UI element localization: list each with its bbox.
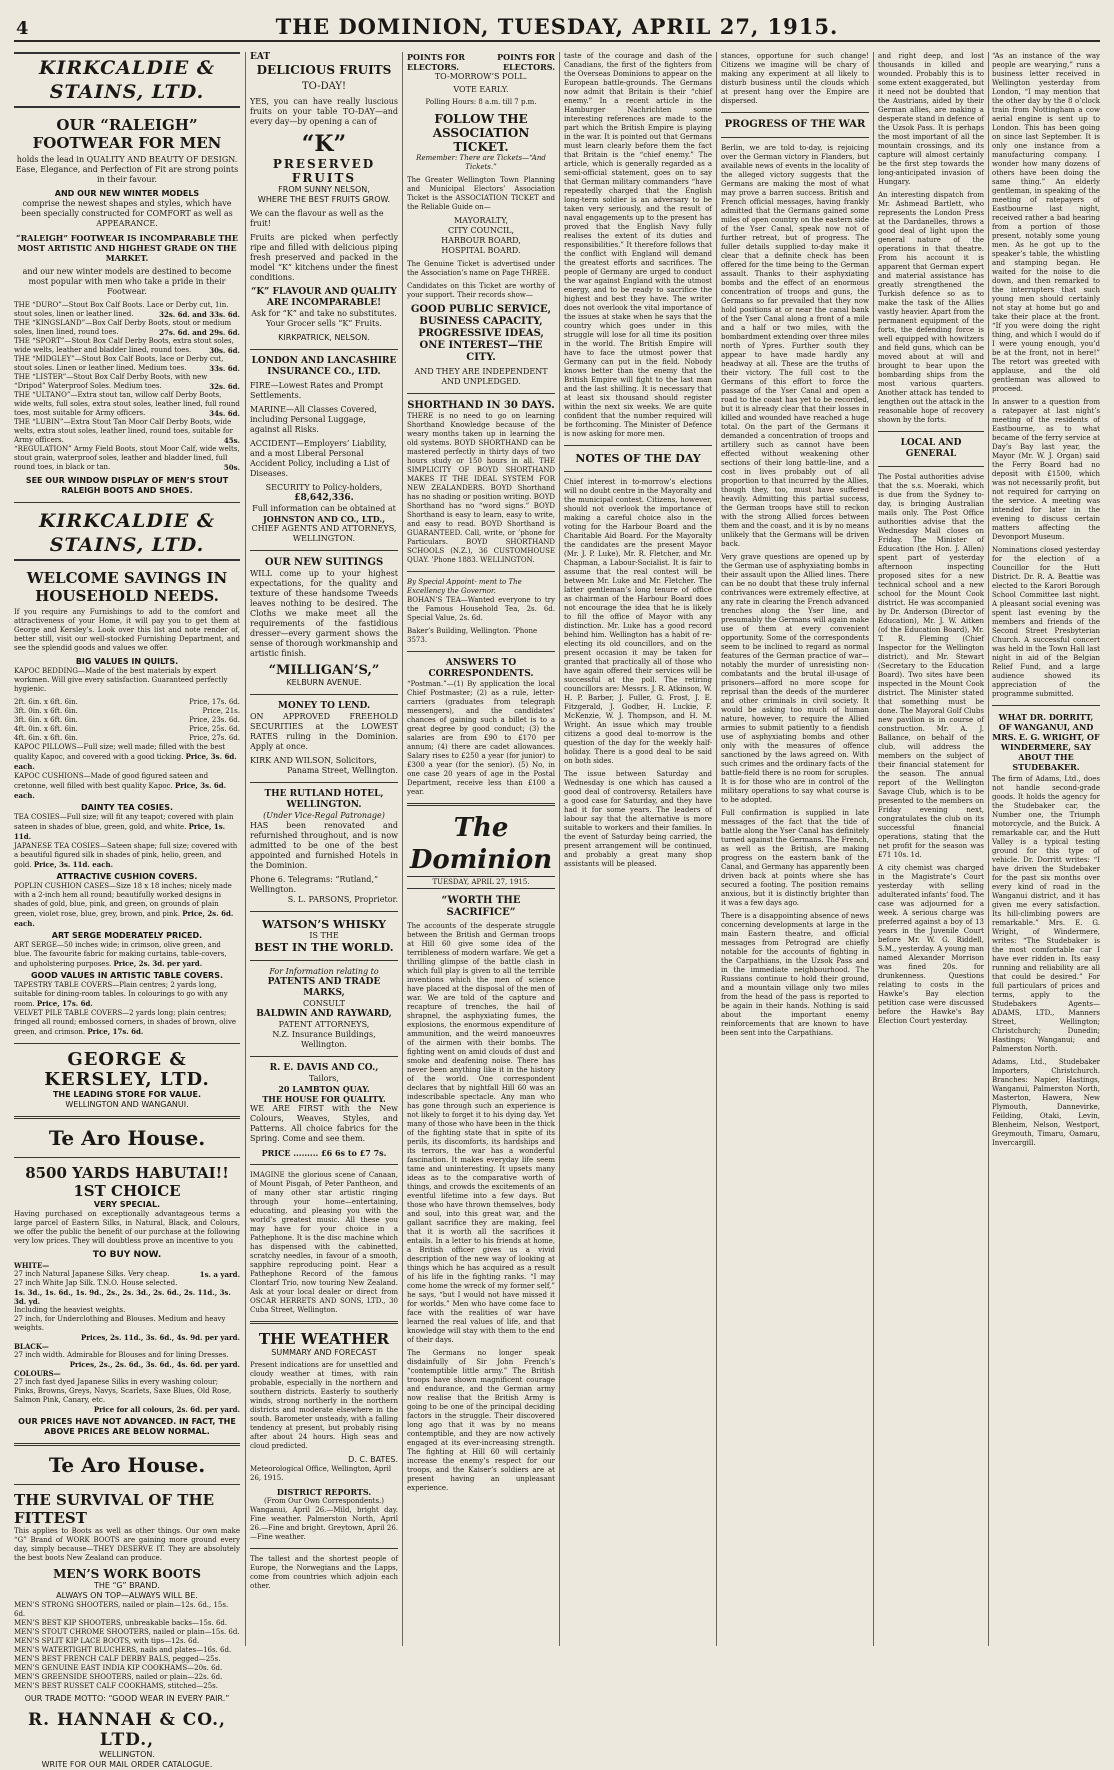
- g-brand: THE “G” BRAND.: [94, 1581, 160, 1590]
- city-council: CITY COUNCIL,: [448, 226, 514, 235]
- column-rule: [245, 52, 246, 1646]
- watson-line-3: BEST IN THE WORLD.: [254, 941, 394, 954]
- raleigh-headline: OUR “RALEIGH” FOOTWEAR FOR MEN: [32, 116, 222, 152]
- rutland-text: HAS been renovated and refurnished throughout, and is now admitted to be one of the best appointed and furnished Hotels in the Dominion.: [250, 821, 398, 870]
- kirk-solicitors: KIRK AND WILSON, Solicitors,: [250, 756, 377, 765]
- dominion-masthead: The Dominion: [409, 813, 553, 875]
- work-boot-item: MEN’S WATERTIGHT BLUCHERS, nails and plates—16s. 6d.: [14, 1646, 232, 1654]
- te-aro-house-banner: Te Aro House.: [48, 1126, 206, 1150]
- hannah-location: WELLINGTON.: [99, 1750, 155, 1759]
- patent-attorneys: PATENT ATTORNEYS,: [278, 1020, 370, 1029]
- davis-head: R. E. DAVIS AND CO.,: [269, 1063, 379, 1073]
- see-window-text: SEE OUR WINDOW DISPLAY OF MEN’S STOUT RALEIGH BOOTS AND SHOES.: [25, 476, 229, 495]
- weather-bates: D. C. BATES.: [348, 1455, 398, 1464]
- work-boot-item: MEN’S BEST FRENCH CALF DERBY BALS, pegged—25s.: [14, 1655, 221, 1663]
- page-number: 4: [16, 18, 29, 39]
- kirkpatrick: KIRKPATRICK, NELSON.: [278, 333, 370, 342]
- masthead-rule: [14, 40, 1100, 42]
- marine-text: MARINE—All Classes Covered, including Personal Luggage, against all Risks.: [250, 405, 377, 434]
- cushions-text: POPLIN CUSHION CASES—Size 18 x 18 inches; nicely made with a 2-inch hem all round; beautifully worked designs in shades of gold, blue, pink, and green, on grounds of plain green, violet rose, blue, grey, brown, and pink. Price, 2s. 6d. each.: [14, 882, 234, 928]
- weather-sub: SUMMARY AND FORECAST: [271, 1348, 377, 1357]
- incomparable-text: “K” FLAVOUR AND QUALITY ARE INCOMPARABLE!: [251, 287, 397, 308]
- kirkcaldie-banner: KIRKCALDIE & STAINS, LTD.: [14, 52, 240, 108]
- column-2-advertisements: [250, 52, 398, 1646]
- work-boot-item: MEN’S GENUINE EAST INDIA KIP COOKHAMS—20s. 6d.: [14, 1664, 223, 1672]
- boot-item: THE “KINGSLAND”—Box Calf Derby Boots, stout or medium soles, linen lined, round toes. 27s. 6d. and 29s. 6d.: [14, 319, 240, 337]
- accident-text: ACCIDENT—Employers’ Liability, and a most Liberal Personal Accident Policy, including a List of Diseases.: [250, 439, 390, 478]
- security-text: SECURITY to Policy-holders,: [265, 483, 383, 492]
- bohan-address: Baker’s Building, Wellington. ’Phone 3573.: [407, 627, 538, 644]
- mayoralty: MAYORALTY,: [453, 216, 509, 225]
- fruit-text: YES, you can have really luscious fruits on your table TO-DAY—and every day—by opening a can of: [250, 97, 398, 126]
- nz-insurance-buildings: N.Z. Insurance Buildings, Wellington.: [272, 1030, 376, 1049]
- col7-local-text: Nominations closed yesterday for the election of a Councillor for the Hutt District. Dr. R. A. Beattie was elected to the Karori Borough School Committee last night. A pleasant social evening was spent last evening by the members and friends of the Second Street Presbyterian Church. A successful concert was held in the Town Hall last night in aid of the Belgian Relief Fund, and a large audience showed its appreciation of the programme submitted.: [992, 546, 1100, 698]
- boot-item: THE “MIDGLEY”—Stout Box Calf Boots, lace or Derby cut, stout soles. Linen or leather lined. Medium toes. 33s. 6d.: [14, 355, 240, 373]
- work-boot-item: MEN’S BEST RUSSET CALF COOKHAMS, stitched—25s.: [14, 1682, 218, 1690]
- district-head: DISTRICT REPORTS.: [276, 1487, 372, 1497]
- colours-text: 27 inch fast dyed Japanese Silks in every washing colour; Pinks, Browns, Greys, Navys, Scarlets, Saxe Blues, Old Rose, Salmon Pink, Canary, etc.: [14, 1378, 232, 1404]
- wellington-text: WELLINGTON.: [292, 534, 356, 543]
- kapoc-size-row: 2ft. 6in. x 6ft. 6in. Price, 17s. 6d.: [14, 698, 240, 706]
- boot-item: THE “ULTANO”—Extra stout tan, willow calf Derby Boots, wide welts, full soles, extra stout soles, leather lined, full round toes, most suitable for Army officers. 34s. 6d.: [14, 391, 240, 418]
- preserved-label: PRESERVED: [272, 157, 376, 171]
- rutland-phone: Phone 6. Telegrams: “Rutland,” Wellington.: [250, 875, 379, 894]
- work-boot-item: MEN’S STOUT CHROME SHOOTERS, nailed or plain—15s. 6d.: [14, 1628, 240, 1636]
- shorthand-head: SHORTHAND IN 30 DAYS.: [407, 400, 555, 411]
- local-text-2: A city chemist was charged in the Magistrate’s Court yesterday with selling adulterated infants’ food. The case was adjourned for a week. A serious charge was preferred against a boy of 13 years in the Juvenile Court before Mr. W. G. Riddell, S.M., yesterday. A young man named Alexander Morrison was fined 20s. for drunkenness. Questions relating to costs in the Hawke’s Bay election petition case were discussed before the Hawke’s Bay Election Court yesterday.: [878, 864, 984, 1025]
- dorritt-head: WHAT DR. DORRITT, OF WANGANUI, AND MRS. E. G. WRIGHT, OF WINDERMERE, SAY ABOUT THE STUDEBAKER.: [992, 712, 1100, 772]
- johnston-name: JOHNSTON AND CO., LTD.,: [262, 514, 386, 524]
- mens-work-boots: MEN’S WORK BOOTS: [53, 1567, 201, 1581]
- business-capacity: BUSINESS CAPACITY,: [419, 316, 543, 327]
- follow-association: FOLLOW THE ASSOCIATION TICKET.: [432, 112, 530, 154]
- column-rule: [716, 52, 717, 1646]
- suitings-head: OUR NEW SUITINGS: [264, 557, 384, 568]
- money-text: ON APPROVED FREEHOLD SECURITIES at the LOWEST RATES ruling in the Dominion. Apply at once.: [250, 712, 398, 751]
- white-line: Prices, 2s. 11d., 3s. 6d., 4s. 9d. per yard.: [81, 1333, 240, 1342]
- cushions-heading: ATTRACTIVE CUSHION COVERS.: [56, 872, 198, 881]
- work-boots-list: [14, 1601, 240, 1691]
- one-interest: ONE INTEREST—THE CITY.: [419, 340, 543, 363]
- habutai-headline: 8500 YARDS HABUTAI!! 1ST CHOICE: [25, 1164, 229, 1200]
- agents-text: Adams, Ltd., Studebaker Importers, Christchurch. Branches: Napier, Hastings, Wanganui, Palmerston North, Masterton, Hawera, New Plymouth, Dannevirke, Feilding, Otaki, Levin, Blenheim, Nelson, Westport, Greymouth, Timaru, Oamaru, Invercargill.: [992, 1058, 1100, 1147]
- new-winter-heading: AND OUR NEW WINTER MODELS: [54, 189, 200, 198]
- boot-item: THE “LUBIN”—Extra Stout Tan Moor Calf Derby Boots, wide welts, extra stout soles, leather lined, round toes, suitable for Army officers. 45s.: [14, 418, 240, 445]
- progress-text-4: There is a disappointing absence of news concerning developments at large in the main Eastern theatre, and official messages from Petrograd are chiefly notable for the accounts of fighting in the Carpathians, in the Uzsok Pass and in the immediate neighbourhood. The Russians continue to hold their ground, and a mountain village only two miles from the head of the pass is reported to be again in their hands. Nothing is said about the important enemy reinforcements that are known to have been sent into the Carpathians.: [721, 912, 869, 1037]
- trade-motto: OUR TRADE MOTTO: “GOOD WEAR IN EVERY PAIR.”: [24, 1694, 230, 1703]
- leader-text-2: The Germans no longer speak disdainfully of Sir John French’s “contemptible little army.” The British troops have shown magnificent courage and endurance, and the German army now realise that the British Army is going to be one of the principal deciding factors in the struggle. Their discovered long ago that it was by no means contemptible, and they are now actively engaged at its ever-increasing strength. The fighting at Hill 60 will certainly increase the enemy’s respect for our troops, and the Kaiser’s soldiers are at present having an unpleasant experience.: [407, 1349, 555, 1492]
- white-line: 27 inch Natural Japanese Silks. Very cheap. 1s. a yard.: [14, 1270, 240, 1279]
- japanese-cosies: JAPANESE TEA COSIES—Sateen shape; full size; covered with a beautiful figured silk in shades of pink, helio, green, and gold. Price, 3s. 11d. each.: [14, 842, 238, 869]
- davis-text: WE ARE FIRST with the New Colours, Weaves, Styles, and Patterns. All choice fabrics for the Spring. Come and see them.: [250, 1104, 398, 1143]
- habutai-text: Having purchased on exceptionally advantageous terms a large parcel of Eastern Silks, in Natural, Black, and Colours, we offer the public the benefit of our purchase at the following very low prices. They will doubtless prove an incentive to you: [14, 1210, 240, 1245]
- boot-item: THE “LISTER”—Stout Box Calf Derby Boots, with new “Dripod” Waterproof Soles. Medium toes. 32s. 6d.: [14, 373, 240, 391]
- column-3-editorial: [407, 52, 555, 1646]
- masthead: [0, 0, 1114, 42]
- black-label: BLACK—: [14, 1342, 49, 1351]
- progress-text-2: Very grave questions are opened up by the German use of asphyxiating bombs in their assault upon the Allied lines. There can be no doubt that these truly infernal contrivances were extremely effective, at any rate in clearing the French advanced trenches along the Yser line, and presumably the Germans will again make use of them at every convenient opportunity. Some of the correspondents seem to be inclined to regard as normal features of the German practice of war—notably the murder of unresisting non-combatants and the brutal ill-usage of prisoners—afford no more scope for reprisal than the deeds of the murderer and other criminals in civil society. It would be asking too much of human nature, however, to require the Allied armies to submit patiently to a fiendish use of asphyxiating bombs and other only with the measures of offence sanctioned by the laws agreed on. With such crimes and the ordinary facts of the battle-field there is no room for scruples. It is for those who are in control of the military operations to say what course is to be adopted.: [721, 553, 869, 804]
- kapoc-text: KAPOC BEDDING—Made of the best materials by expert workmen. Will give every satisfaction. Guaranteed perfectly hygienic.: [14, 667, 228, 693]
- boot-item: “REGULATION” Army Field Boots, stout Moor Calf, wide welts, stout grain, waterproof soles, leather and bladder lined, full round toes, in black or tan. 50s.: [14, 445, 240, 472]
- serge-text: ART SERGE—50 inches wide; in crimson, olive green, and blue. The favourite fabric for making curtains, table-covers, and upholstering purposes. Price, 2s. 3d. per yard.: [14, 941, 227, 968]
- candidates-text: Candidates on this Ticket are worthy of your support. Their records show—: [407, 282, 555, 299]
- winter-popular-text: and our new winter models are destined to become most popular with men who take a pride in their Footwear.: [22, 267, 232, 296]
- black-line: Prices, 2s., 2s. 6d., 3s. 6d., 4s. 6d. per yard.: [69, 1360, 240, 1369]
- good-public-service: GOOD PUBLIC SERVICE,: [410, 304, 552, 315]
- column-7-local: [992, 52, 1100, 1646]
- kapoc-pillows: KAPOC PILLOWS—Full size; well made; filled with the best quality Kapoc, and covered with a good ticking. Price, 3s. 6d. each.: [14, 743, 237, 771]
- security-amount: £8,642,336.: [294, 493, 354, 503]
- boot-item: THE “SPORT”—Stout Box Calf Derby Boots, extra stout soles, wide welts, leather and bladder lined, round toes. 30s. 6d.: [14, 337, 240, 355]
- district-text: Wanganui, April 26.—Mild, bright day. Fine weather. Palmerston North, April 26.—Fine and bright. Greytown, April 26.—Fine weather.: [250, 1506, 398, 1541]
- from-nelson: FROM SUNNY NELSON,: [278, 185, 370, 194]
- imagine-text: IMAGINE the glorious scene of Canaan, of Mount Pisgah, of Peter Pantheon, and of many other star artistic ringing through your home—entertaining, educating, and pleasing you with the world’s greatest music. All these you may have for your choice in a Pathephone. It is the disc machine which has dispensed with the cabinetted, scratchy needles, in favour of a smooth, sapphire reproducing point. Hear a Pathephone Record of the famous Clontarf Trio, now touring New Zealand. Ask at your local dealer or direct from OSCAR HERRETS AND SONS, LTD., 30 Cuba Street, Wellington.: [250, 1171, 398, 1314]
- remember-tickets: Remember: There are Tickets—“And Tickets.”: [416, 154, 546, 171]
- money-head: MONEY TO LEND.: [277, 701, 371, 711]
- met-office: Meteorological Office, Wellington, April 26, 1915.: [250, 1465, 392, 1482]
- table-covers-text: VELVET PILE TABLE COVERS—2 yards long; plain centres; fringed all round; embossed corners, in shades of brown, olive green, and crimson. Price, 17s. 6d.: [14, 1009, 237, 1036]
- eat-label: EAT: [250, 52, 271, 62]
- notes-text-2: The issue between Saturday and Wednesday is one which has caused a good deal of controversy. Retailers have a good case for Saturday, and they have had it for some years. The leaders of labour say that the alternative is more suitable to workers and their families. In the event of Saturday being carried, the present arrangement will be continued, and probably a great many shop assistants will be pleased.: [564, 770, 712, 868]
- col7-lead-text-2: In answer to a question from a ratepayer at last night’s meeting of the residents of Eastbourne, as to what became of the ferry service at Day’s Bay last year, the Mayor (Mr. W. J. Organ) said the Ferry Board had no deposit with £1500, which was not necessarily profit, but not required for carrying on the service. A meeting was intended for later in the evening to discuss certain matters affecting the Devonport Museum.: [992, 398, 1100, 541]
- dorritt-text: The firm of Adams, Ltd., does not handle second-grade goods. It holds the agency for the Studebaker car, the Number one, the Triumph motorcycle, and the Buick. A remarkable car, and the Hutt Valley is a typical testing ground for this type of vehicle. Dr. Dorritt writes: “I have driven the Studebaker for the past six months over every kind of road in the Wanganui district, and it has given me every satisfaction. Its hill-climbing powers are remarkable.” Mrs. E. G. Wright, of Windermere, writes: “The Studebaker is the most comfortable car I have ever ridden in. Its easy running and reliability are all that could be desired.” For full particulars of prices and terms, apply to the Studebakers Agents—ADAMS, LTD., Manners Street, Wellington; Christchurch; Dunedin; Hastings; Wanganui; and Palmerston North.: [992, 775, 1100, 1053]
- patents-head: PATENTS AND TRADE MARKS,: [267, 977, 381, 998]
- weather-text: Present indications are for unsettled and cloudy weather at times, with rain probable, especially in the northern and southern districts. Easterly to southerly winds, strong northerly in the northern districts and moderate elsewhere in the south. Barometer unsteady, with a falling tendency at present, but probably rising after about 24 hours. High seas and cloud predicted.: [250, 1361, 398, 1450]
- rutland-proprietor: S. L. PARSONS, Proprietor.: [287, 895, 398, 904]
- black-line: 27 inch width. Admirable for Blouses and for lining Dresses.: [14, 1351, 229, 1359]
- baldwin-name: BALDWIN AND RAYWARD,: [256, 1009, 392, 1019]
- watson-line-1: WATSON’S WHISKY: [262, 918, 386, 931]
- fire-text: FIRE—Lowest Rates and Prompt Settlements.: [250, 381, 384, 400]
- harbour-board: HARBOUR BOARD,: [441, 236, 521, 245]
- local-general-head: LOCAL AND GENERAL: [900, 438, 962, 459]
- tea-cosies-heading: DAINTY TEA COSIES.: [80, 803, 174, 812]
- full-info-text: Full information can be obtained at: [252, 504, 396, 513]
- kapoc-size-row: 4ft. 0in. x 6ft. 6in. Price, 25s. 6d.: [14, 725, 240, 733]
- column-rule: [988, 52, 989, 1646]
- progress-of-war-head: PROGRESS OF THE WAR: [724, 119, 866, 130]
- boot-item: THE “DURO”—Stout Box Calf Boots. Lace or Derby cut, 1in. stout soles, linen or leather lined. 32s. 6d. and 33s. 6d.: [14, 301, 240, 319]
- col7-lead-text: “As an instance of the way people are wearying,” runs a business letter received in Wellington yesterday from London, “I may mention that the other day by the 8 o’clock train from Nottingham a cow aerial engine is sent up to London. This has been going on since last September. It is only one instance from a manufacturing company. I wonder how many dozens of others have been doing the same thing.” An elderly gentleman, in speaking of the meeting of ratepayers of Eastbourne last night, received rather a bad hearing from a portion of those present, notably some young men. As he got up to the speaker’s table, the whistling and stamping began. He waited for the noise to die down, and then remarked to the interrupters that such young men should certainly not stay at home but go and take their place at the front. “If you were doing the right thing, and which I would do if I were young enough, you’d be at the front, not in here!” The retort was greeted with applause, and the old gentleman was allowed to proceed.: [992, 52, 1100, 393]
- points-for-electors: POINTS FOR ELECTORS. POINTS FOR ELECTORS.: [407, 52, 555, 72]
- colours-price: Price for all colours, 2s. 6d. per yard.: [93, 1405, 240, 1414]
- progress-text-3: Full confirmation is supplied in late messages of the fact that the tide of battle along the Yser Canal has definitely turned against the Germans. The French, as well as the British, are making progress on the eastern bank of the Canal, and Germany has apparently been driven back at points where she has secured a footing. The position remains anxious, but it is distinctly brighter than it was a few days ago.: [721, 809, 869, 907]
- kapoc-cushions: KAPOC CUSHIONS—Made of good figured sateen and cretonne, well filled with best quality Kapoc. Price, 3s. 6d. each.: [14, 772, 227, 800]
- answers-text: “Postman.”—(1) By application the local Chief Postmaster; (2) as a rule, letter-carriers (graduates from telegraph messengers), and the candidates’ chances of gaining such a billet is to a great degree by good conduct; (3) the salaries are from £90 to £170 per annum; (4) there are cadet allowances. Salary rises to £250 a year (for junior) to £300 a year (for the senior). (5) No, in one case 20 years of age in the Postal Department, receive less than £100 a year.: [407, 680, 555, 796]
- not-advanced-text: OUR PRICES HAVE NOT ADVANCED. IN FACT, THE ABOVE PRICES ARE BELOW NORMAL.: [18, 1417, 236, 1436]
- where-grow: WHERE THE BEST FRUITS GROW.: [257, 195, 391, 204]
- hospital-board: HOSPITAL BOARD.: [441, 246, 521, 255]
- serge-heading: ART SERGE MODERATELY PRICED.: [51, 931, 203, 940]
- davis-price: PRICE ......... £6 6s to £7 7s.: [261, 1148, 387, 1158]
- k-brand: “K”: [301, 131, 347, 157]
- panama-street: Panama Street, Wellington.: [287, 766, 398, 775]
- independent-unpledged: AND THEY ARE INDEPENDENT AND UNPLEDGED.: [414, 367, 548, 386]
- column-rule: [559, 52, 560, 1646]
- kapoc-size-row: 3ft. 0in. x 6ft. 6in. Price, 21s.: [14, 707, 240, 715]
- leader-text: The accounts of the desperate struggle between the British and German troops at Hill 60 give some idea of the terribleness of modern warfare. We get a thrilling glimpse of the battle clash in which full play is given to all the terrible inventions which the men of science have placed at the disposal of the men of war. We are told of the capture and recapture of trenches, the hail of shrapnel, the asphyxiating fumes, the explosions, the enormous expenditure of ammunition, and the weird manoeuvres of the airmen with their bombs. The fighting went on amid clouds of dust and smoke and deafening noise. There has never been anything like it in the history of the world. One correspondent declares that by nightfall Hill 60 was an indescribable spectacle. Any man who has gone through such an experience is not likely to forget it to his dying day. Yet many of those who have been in the thick of the fighting state that in spite of its perils, its discomforts, its hardships and its terrors, the war has a wonderful fascination. It makes everyday life seem tame and uninteresting. It upsets many ideas as to the comparative worth of things, and crowds the excitements of an eventful lifetime into a few days. But those who have thrown themselves, body and soul, into this great war, and the gallant sacrifice they are making, feel that it is worth all the sacrifices it entails. In a letter to his friends at home, a British officer gives us a vivid description of the new way of looking at things which he has acquired as a result of his life in the fighting ranks. “I may come home the wreck of my former self,” he says, “but I would not have missed it for worlds.” Men who have come face to face with the realities of war have learned the real values of life, and that knowledge will stay with them to the end of their days.: [407, 922, 555, 1344]
- white-label: WHITE—: [14, 1261, 50, 1270]
- davis-sub: Tailors,: [309, 1074, 339, 1083]
- kirkcaldie-banner-2: KIRKCALDIE & STAINS, LTD.: [14, 509, 240, 561]
- raleigh-intro: holds the lead in QUALITY AND BEAUTY OF DESIGN. Ease, Elegance, and Perfection of Fit are strong points in their favour.: [15, 155, 239, 184]
- milligan-address: KELBURN AVENUE.: [286, 678, 362, 687]
- welcome-intro: If you require any Furnishings to add to the comfort and attractiveness of your Home, it will pay you to get them at George and Kersley’s. Look over this list and note render of, better still, visit our well-stocked Furnishing Department, and see the splendid goods and values we offer.: [14, 608, 240, 652]
- watson-line-2: IS THE: [309, 931, 339, 940]
- tea-cosies: TEA COSIES—Full size; will fit any teapot; covered with plain sateen in shades of blue, green, gold, and white. Price, 1s. 11d.: [14, 813, 234, 841]
- patents-intro: For Information relating to: [269, 967, 379, 976]
- leader-continued: taste of the courage and dash of the Canadians, the first of the fighters from the Overseas Dominions to appear on the European battle-grounds. The Germans now admit that Britain is their “chief enemy.” In a recent article in the Hamburger Nachrichten some interesting references are made to the part which the British Empire is playing in the war. It is pointed out that Germans must learn clearly before them the fact that Britain is the “chief enemy.” The article, which is generally regarded as a semi-official statement, goes on to say that German military commanders “have repeatedly charged that the English long-term soldier is an adversary to be taken very seriously, and the result of naval engagements up to the present has proved that the English Navy fully realises the extent of its duties and responsibilities.” It therefore follows that the conflict with England will demand the greatest efforts and sacrifices. The people of Germany are urged to conduct the war against England with the utmost energy, and to be ready to sacrifice the highest and best they have. The writer does not overlook the vital importance of the issues at stake when he says that the country which goes under in this struggle will lose for all time its position in the world. The British Empire will have to face the utmost power that Germany can put in the field. Nobody knows better than the enemy that the British Empire will fight to the last man and the last shilling. It is necessary that at least six thousand should register within the next six weeks. We are quite confident that the number required will be forthcoming. The Minister of Defence is now asking for more men.: [564, 52, 712, 438]
- work-boot-item: MEN’S STRONG SHOOTERS, nailed or plain—12s. 6d., 15s. 6d.: [14, 1601, 229, 1618]
- boots-list: [14, 301, 240, 472]
- fruits-label: FRUITS: [291, 171, 357, 185]
- column-5-war-news: [721, 52, 869, 1646]
- survival-text: This applies to Boots as well as other things. Our own make “G” Brand of WORK BOOTS are gaining more ground every day, simply because—THEY DESERVE IT. They are absolutely the best boots New Zealand can produce.: [14, 1527, 240, 1562]
- hannah-mail-order: WRITE FOR OUR MAIL ORDER CATALOGUE.: [41, 1760, 213, 1769]
- quilts-heading: BIG VALUES IN QUILTS.: [75, 657, 179, 666]
- column-rule: [873, 52, 874, 1646]
- new-winter-text: comprise the newest shapes and styles, which have been specially constructed for COMFORT as well as APPEARANCE.: [21, 199, 233, 228]
- table-covers-heading: GOOD VALUES IN ARTISTIC TABLE COVERS.: [30, 971, 224, 980]
- greater-wellington-text: The Greater Wellington Town Planning and Municipal Electors’ Association Ticket is the ASSOCIATION TICKET and the Reliable Guide on—: [407, 176, 555, 211]
- tomorrows-poll: TO-MORROW’S POLL.: [434, 72, 528, 81]
- picked-text: Fruits are picked when perfectly ripe and filled with delicious piping fresh preserved and packed in the model “K” kitchens under the finest conditions.: [250, 233, 398, 282]
- col6-lead-text: and right deep, and lost thousands in killed and wounded. Probably this is to some extent exaggerated, but it need not be doubted that the Austrians, aided by their German allies, are making a desperate stand in defence of the Uzsok Pass. It is perhaps the most important of all the mountain crossings, and its capture will almost certainly be the first step towards the long-anticipated invasion of Hungary.: [878, 52, 984, 186]
- weather-head: THE WEATHER: [258, 1330, 390, 1348]
- progressive-ideas: PROGRESSIVE IDEAS,: [418, 328, 544, 339]
- col6-lead-text-2: An interesting dispatch from Mr. Ashmead Bartlett, who represents the London Press at the Dardanelles, throws a good deal of light upon the general nature of the operations in that theatre. From his account it is apparent that German expert and material assistance has greatly strengthened the Turkish defence so as to make the task of the Allies vastly heavier. Apart from the permanent equipment of the forts, the defending force is well equipped with howitzers and field guns, which can be moved about at will and brought to bear upon the bombarding ships from the most various quarters. Another attack has tended to lengthen out the attack in the reasonable hope of recovery shown by the forts.: [878, 191, 984, 424]
- ask-for-text: Ask for “K” and take no substitutes. Your Grocer sells “K” Fruits.: [251, 309, 397, 328]
- district-sub: (From Our Own Correspondents.): [264, 1497, 384, 1505]
- column-4-editorial: [564, 52, 712, 1646]
- delicious-fruits: DELICIOUS FRUITS: [256, 63, 392, 77]
- progress-text: Berlin, we are told to-day, is rejoicing over the German victory in Flanders, but available news of events in the locality of the alleged victory suggests that the Germans are making the most of what may prove a barren success. British and French official messages, having frankly admitted that the Germans gained some miles of open country on the eastern side of the Yser Canal, speak now not of further retreat, but of progress. The fuller details supplied to-day make it clear that a definite check has been offered for the time being to the German assault. Thanks to their asphyxiating bombs and the effect of an enormous concentration of troops and guns, the Germans so far prevailed that they now hold positions at or near the canal bank of the Yser Canal along a front of a mile and a half or two miles, with the bombardment extending over three miles north of Ypres. Further south they appear to have made hardly any headway at all. These are the truths of their victory. The full cost to the Germans of this effort to force the passage of the Yser Canal and open a road to the coast has yet to be recorded, but it is already clear that their losses in killed and wounded have reached a huge total. On the part of the Germans it demanded a concentration of troops and artillery such as cannot have been effected without weakening other sections of their long battle-line, and a cost in lives probably out of all proportion to that incurred by the Allies, though they, too, must have suffered heavily. Admitting this partial success, the German troops have still to reckon with the strong Allied forces between them and the coast, and it is by no means unlikely that the Germans will be driven back.: [721, 144, 869, 548]
- work-boot-item: MEN’S SPLIT KIP LACE BOOTS, with tips—12s. 6d.: [14, 1637, 200, 1645]
- masthead-title: THE DOMINION, TUESDAY, APRIL 27, 1915.: [275, 14, 839, 39]
- white-line: 27 inch White Jap Silk. T.N.O. House selected.: [14, 1279, 178, 1287]
- milligan-name: “MILLIGAN’S,”: [268, 663, 380, 678]
- davis-house: THE HOUSE FOR QUALITY.: [262, 1094, 386, 1104]
- dominion-date: TUESDAY, APRIL 27, 1915.: [407, 876, 555, 889]
- rutland-sub: (Under Vice-Regal Patronage): [263, 811, 385, 820]
- george-kersley-name: GEORGE & KERSLEY, LTD.: [44, 1049, 210, 1090]
- always-on-top: ALWAYS ON TOP—ALWAYS WILL BE.: [56, 1591, 198, 1600]
- survival-headline: THE SURVIVAL OF THE FITTEST: [14, 1491, 215, 1527]
- polling-hours: Polling Hours: 8 a.m. till 7 p.m.: [425, 98, 537, 106]
- work-boot-item: MEN’S BEST KIP SHOOTERS, unbreakable backs—15s. 6d.: [14, 1619, 228, 1627]
- welcome-savings-headline: WELCOME SAVINGS IN HOUSEHOLD NEEDS.: [26, 569, 228, 605]
- te-aro-house-banner-2: Te Aro House.: [48, 1453, 206, 1477]
- kapoc-size-row: 4ft. 6in. x 6ft. 6in. Price, 27s. 6d.: [14, 734, 240, 742]
- white-line: 1s. 3d., 1s. 6d., 1s. 9d., 2s., 2s. 3d., 2s. 6d., 2s. 11d., 3s. 3d. yd.: [14, 1288, 231, 1306]
- work-boot-item: MEN’S GREENSIDE SHOOTERS, nailed or plain—22s. 6d.: [14, 1673, 223, 1681]
- bohan-appointment: By Special Appoint- ment to The Excellency the Governor.: [407, 578, 522, 595]
- answers-head: ANSWERS TO CORRESPONDENTS.: [428, 658, 534, 679]
- notes-of-the-day-head: NOTES OF THE DAY: [575, 452, 701, 465]
- column-6-local: [878, 52, 984, 1646]
- davis-address: 20 LAMBTON QUAY.: [278, 1084, 370, 1094]
- shorthand-text: THERE is no need to go on learning Shorthand Knowledge because of the weary months taken up in learning the old systems. BOYD SHORTHAND can be mastered perfectly in thirty days of two hours study or 150 hours in all. THE SIMPLICITY OF BOYD SHORTHAND MAKES IT THE IDEAL SYSTEM FOR NEW ZEALANDERS. BOYD Shorthand has no shading or position writing. BOYD Shorthand has no “word signs.” BOYD Shorthand is easy to learn, easy to write, and easy to read. BOYD Shorthand is GUARANTEED. Call, write, or ’phone for Particulars. BOYD SHORTHAND SCHOOLS (N.Z.), 36 CUSTOMHOUSE QUAY. ’Phone 1883. WELLINGTON.: [407, 412, 555, 564]
- notes-text: Chief interest in to-morrow’s elections will no doubt centre in the Mayoralty and the municipal contest. Citizens, however, should not overlook the importance of making a careful choice also in the voting for the Harbour Board and the Charitable Aid Board. For the Mayoralty the candidates are the present Mayor (Mr. J. P. Luke), Mr. R. Fletcher, and Mr. Chapman, a Labour-Socialist. It is fair to assume that the real contest will be between Mr. Luke and Mr. Fletcher. The latter gentleman’s long tenure of office as chairman of the Harbour Board does not encourage the idea that he is likely to fill the office of Mayor with any distinction. Mr. Luke has a good record behind him. Wellington has a habit of re-electing its old councillors, and on the present occasion it may be taken for granted that practically all of those who have again offered their services will be successful at the poll. The retiring councillors are: Messrs. J. R. Atkinson, W. H. P. Barber, J. Fuller, G. Frost, J. E. Fitzgerald, J. Godber, H. Luckie, F. McKenzie, W. J. Thompson, and H. M. Wright. An issue which may trouble citizens a good deal to-morrow is the question of the day for the weekly half-holiday. There is a good deal to be said on both sides.: [564, 478, 712, 765]
- suitings-text: WILL come up to your highest expectations, for the quality and texture of these handsome Tweeds leaves nothing to be desired. The Cloths we make meet all the requirements of the fastidious dresser—every garment shows the sense of thorough workmanship and artistic finish.: [250, 569, 398, 658]
- incomparable-text: “RALEIGH” FOOTWEAR IS INCOMPARABLE THE MOST ARTISTIC AND HIGHEST GRADE ON THE MARKET.: [16, 233, 238, 263]
- george-kersley-tagline: THE LEADING STORE FOR VALUE.: [52, 1090, 202, 1099]
- chief-agents: CHIEF AGENTS AND ATTORNEYS,: [251, 524, 397, 533]
- table-covers-text: TAPESTRY TABLE COVERS—Plain centres; 2 yards long, suitable for dining-room tables. In colourings to go with any room. Price, 17s. 6d.: [14, 981, 228, 1008]
- local-text: The Postal authorities advise that the s.s. Moeraki, which is due from the Sydney to-day, is bringing Australian mails only. The Post Office authorities advise that the Wednesday Mail closes on Friday. The Minister of Education (the Hon. J. Allen) spent part of yesterday afternoon inspecting proposed sites for a new technical school and a new school for the Mount Cook district. He was accompanied by Dr. Anderson (Director of Education), Mr. J. W. Aitken (of the Education Board), Mr. T. R. Fleming (Chief Inspector for the Wellington district), and Mr. Stewart (Secretary to the Education Board). Two sites have been inspected in the Mount Cook district. The Minister stated that something must be done. The Mayoral Golf Clubs new pavilion is in course of construction. Mr. A. J. Ballance, on behalf of the club, will address the members on the subject of their financial statement for the season. The annual report of the Wellington Savage Club, which is to be presented to the members on Friday evening next, congratulates the club on its successful financial operations, stating that the net profit for the season was £71 10s. 1d.: [878, 473, 984, 859]
- genuine-ticket-text: The Genuine Ticket is advertised under the Association’s name on Page THREE.: [407, 260, 555, 277]
- today-label: TO-DAY!: [301, 81, 347, 92]
- column-rule: [402, 52, 403, 1646]
- to-buy-now: TO BUY NOW.: [92, 1250, 162, 1260]
- white-line: Including the heaviest weights.: [14, 1306, 126, 1314]
- col5-lead-text: stances, opportune for such change! Citizens we imagine will be chary of making any experiment at all likely to disturb business until the clouds which at present hang over the Empire are dispersed.: [721, 52, 869, 105]
- kapoc-size-row: 3ft. 6in. x 6ft. 6in. Price, 23s. 6d.: [14, 716, 240, 724]
- white-line: 27 inch, for Underclothing and Blouses. Medium and heavy weights.: [14, 1315, 226, 1332]
- consult-label: CONSULT: [303, 999, 345, 1008]
- bohan-text: BOHAN’S TEA—Wanted everyone to try the Famous Household Tea, 2s. 6d. Special Value, 2s. 6d.: [407, 596, 555, 622]
- flavour-text: We can the flavour as well as the fruit!: [250, 209, 384, 228]
- vote-early: VOTE EARLY.: [453, 85, 509, 94]
- habutai-special: VERY SPECIAL.: [93, 1200, 161, 1209]
- leader-head: “WORTH THE SACRIFICE”: [441, 895, 521, 918]
- colours-label: COLOURS—: [14, 1369, 61, 1378]
- london-lancashire-head: LONDON AND LANCASHIRE INSURANCE CO., LTD.: [251, 356, 397, 377]
- tallest-note: The tallest and the shortest people of Europe, the Norwegians and the Lapps, come from countries which adjoin each other.: [250, 1555, 398, 1590]
- column-1-advertisements: [14, 52, 240, 1769]
- rutland-head: THE RUTLAND HOTEL, WELLINGTON.: [264, 789, 384, 810]
- george-kersley-location: WELLINGTON AND WANGANUI.: [65, 1100, 189, 1109]
- hannah-name: R. HANNAH & CO., LTD.,: [28, 1710, 226, 1750]
